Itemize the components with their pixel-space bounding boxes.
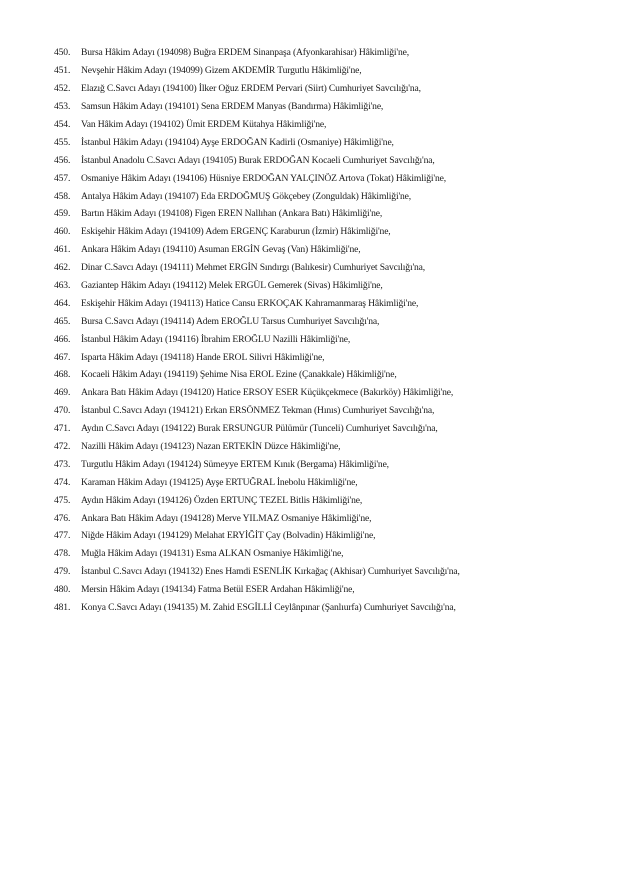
list-item: [54, 563, 594, 581]
list-item: [54, 402, 594, 420]
entry-number: 470.: [54, 405, 71, 417]
entry-text: Ankara Batı Hâkim Adayı (194120) Hatice ERSOY ESER Küçükçekmece (Bakırköy) Hâkimliği'ne,: [81, 387, 454, 399]
entry-number: 480.: [54, 584, 71, 596]
entry-text: Samsun Hâkim Adayı (194101) Sena ERDEM Manyas (Bandırma) Hâkimliği'ne,: [81, 101, 384, 113]
list-item: [54, 44, 594, 62]
list-item: [54, 133, 594, 151]
entry-text: Eskişehir Hâkim Adayı (194113) Hatice Cansu ERKOÇAK Kahramanmaraş Hâkimliği'ne,: [81, 297, 419, 309]
entry-number: 467.: [54, 351, 71, 363]
entry-number: 472.: [54, 441, 71, 453]
entry-number: 456.: [54, 154, 71, 166]
entry-text: İstanbul Hâkim Adayı (194104) Ayşe ERDOĞAN Kadirli (Osmaniye) Hâkimliği'ne,: [81, 136, 394, 148]
entry-number: 457.: [54, 172, 71, 184]
list-item: [54, 259, 594, 277]
entry-text: Elazığ C.Savcı Adayı (194100) İlker Oğuz ERDEM Pervari (Siirt) Cumhuriyet Savcılığı'na,: [81, 83, 421, 95]
entry-text: Muğla Hâkim Adayı (194131) Esma ALKAN Osmaniye Hâkimliği'ne,: [81, 548, 344, 560]
list-item: [54, 187, 594, 205]
list-item: [54, 473, 594, 491]
entry-text: Konya C.Savcı Adayı (194135) M. Zahid ESGİLLİ Ceylânpınar (Şanlıurfa) Cumhuriyet Savcılığı'na,: [81, 602, 456, 614]
entry-number: 462.: [54, 262, 71, 274]
list-item: [54, 277, 594, 295]
entry-text: İstanbul Anadolu C.Savcı Adayı (194105) Burak ERDOĞAN Kocaeli Cumhuriyet Savcılığı'na,: [81, 154, 435, 166]
entry-number: 473.: [54, 458, 71, 470]
entry-number: 455.: [54, 136, 71, 148]
entry-number: 460.: [54, 226, 71, 238]
entry-text: Bursa Hâkim Adayı (194098) Buğra ERDEM Sinanpaşa (Afyonkarahisar) Hâkimliği'ne,: [81, 47, 409, 59]
entry-text: Van Hâkim Adayı (194102) Ümit ERDEM Kütahya Hâkimliği'ne,: [81, 119, 327, 130]
entry-number: 475.: [54, 494, 71, 506]
list-item: [54, 366, 594, 384]
list-item: [54, 438, 594, 456]
list-item: [54, 223, 594, 241]
list-item: [54, 169, 594, 187]
entry-number: 458.: [54, 190, 71, 202]
list-item: [54, 455, 594, 473]
appointment-list: [54, 44, 594, 617]
entry-text: Ankara Hâkim Adayı (194110) Asuman ERGİN Gevaş (Van) Hâkimliği'ne,: [81, 244, 361, 256]
list-item: [54, 545, 594, 563]
entry-number: 468.: [54, 369, 71, 381]
entry-text: Ankara Batı Hâkim Adayı (194128) Merve YILMAZ Osmaniye Hâkimliği'ne,: [81, 512, 372, 524]
entry-number: 476.: [54, 512, 71, 524]
entry-number: 453.: [54, 101, 71, 113]
entry-text: Dinar C.Savcı Adayı (194111) Mehmet ERGİN Sındırgı (Balıkesir) Cumhuriyet Savcılığı'na,: [81, 262, 426, 274]
list-item: [54, 420, 594, 438]
entry-number: 471.: [54, 423, 71, 435]
entry-number: 479.: [54, 566, 71, 578]
entry-number: 465.: [54, 315, 71, 327]
entry-number: 461.: [54, 244, 71, 256]
list-item: [54, 330, 594, 348]
entry-number: 452.: [54, 83, 71, 95]
list-item: [54, 581, 594, 599]
entry-text: Niğde Hâkim Adayı (194129) Melahat ERYİĞİT Çay (Bolvadin) Hâkimliği'ne,: [81, 530, 376, 542]
entry-text: Antalya Hâkim Adayı (194107) Eda ERDOĞMUŞ Gökçebey (Zonguldak) Hâkimliği'ne,: [81, 190, 412, 202]
entry-text: Aydın Hâkim Adayı (194126) Özden ERTUNÇ TEZEL Bitlis Hâkimliği'ne,: [81, 494, 363, 506]
entry-number: 474.: [54, 476, 71, 488]
entry-text: İstanbul C.Savcı Adayı (194121) Erkan ERSÖNMEZ Tekman (Hınıs) Cumhuriyet Savcılığı'na,: [81, 405, 435, 417]
list-item: [54, 98, 594, 116]
entry-number: 463.: [54, 280, 71, 292]
entry-number: 481.: [54, 602, 71, 614]
entry-number: 451.: [54, 65, 71, 77]
entry-text: Mersin Hâkim Adayı (194134) Fatma Betül ESER Ardahan Hâkimliği'ne,: [81, 584, 355, 596]
entry-text: Karaman Hâkim Adayı (194125) Ayşe ERTUĞRAL İnebolu Hâkimliği'ne,: [81, 476, 358, 488]
entry-number: 450.: [54, 47, 71, 59]
entry-number: 478.: [54, 548, 71, 560]
list-item: [54, 491, 594, 509]
list-item: [54, 294, 594, 312]
list-item: [54, 80, 594, 98]
entry-number: 454.: [54, 119, 71, 130]
list-item: [54, 116, 594, 134]
entry-text: Gaziantep Hâkim Adayı (194112) Melek ERGÜL Gemerek (Sivas) Hâkimliği'ne,: [81, 280, 383, 292]
entry-text: Nazilli Hâkim Adayı (194123) Nazan ERTEKİN Düzce Hâkimliği'ne,: [81, 441, 341, 453]
list-item: [54, 527, 594, 545]
entry-text: Osmaniye Hâkim Adayı (194106) Hüsniye ERDOĞAN YALÇINÖZ Artova (Tokat) Hâkimliği'ne,: [81, 172, 447, 184]
entry-number: 469.: [54, 387, 71, 399]
list-item: [54, 384, 594, 402]
entry-number: 477.: [54, 530, 71, 542]
entry-text: Bursa C.Savcı Adayı (194114) Adem EROĞLU Tarsus Cumhuriyet Savcılığı'na,: [81, 315, 380, 327]
entry-text: Kocaeli Hâkim Adayı (194119) Şehime Nisa EROL Ezine (Çanakkale) Hâkimliği'ne,: [81, 369, 397, 381]
entry-text: Eskişehir Hâkim Adayı (194109) Adem ERGENÇ Karaburun (İzmir) Hâkimliği'ne,: [81, 226, 391, 238]
entry-number: 459.: [54, 208, 71, 220]
list-item: [54, 205, 594, 223]
entry-text: İstanbul C.Savcı Adayı (194132) Enes Hamdi ESENLİK Kırkağaç (Akhisar) Cumhuriyet Savcılığı'na,: [81, 566, 460, 578]
list-item: [54, 348, 594, 366]
list-item: [54, 62, 594, 80]
entry-number: 464.: [54, 297, 71, 309]
entry-text: Nevşehir Hâkim Adayı (194099) Gizem AKDEMİR Turgutlu Hâkimliği'ne,: [81, 65, 362, 77]
entry-text: Turgutlu Hâkim Adayı (194124) Sümeyye ERTEM Kınık (Bergama) Hâkimliği'ne,: [81, 458, 389, 470]
list-item: [54, 151, 594, 169]
entry-text: Isparta Hâkim Adayı (194118) Hande EROL Silivri Hâkimliği'ne,: [81, 351, 325, 363]
entry-text: Aydın C.Savcı Adayı (194122) Burak ERSUNGUR Pülümür (Tunceli) Cumhuriyet Savcılığı'na,: [81, 423, 438, 435]
list-item: [54, 312, 594, 330]
entry-text: Bartın Hâkim Adayı (194108) Figen EREN Nallıhan (Ankara Batı) Hâkimliği'ne,: [81, 208, 383, 220]
list-item: [54, 241, 594, 259]
entry-number: 466.: [54, 333, 71, 345]
entry-text: İstanbul Hâkim Adayı (194116) İbrahim EROĞLU Nazilli Hâkimliği'ne,: [81, 333, 351, 345]
list-item: [54, 509, 594, 527]
list-item: [54, 599, 594, 617]
